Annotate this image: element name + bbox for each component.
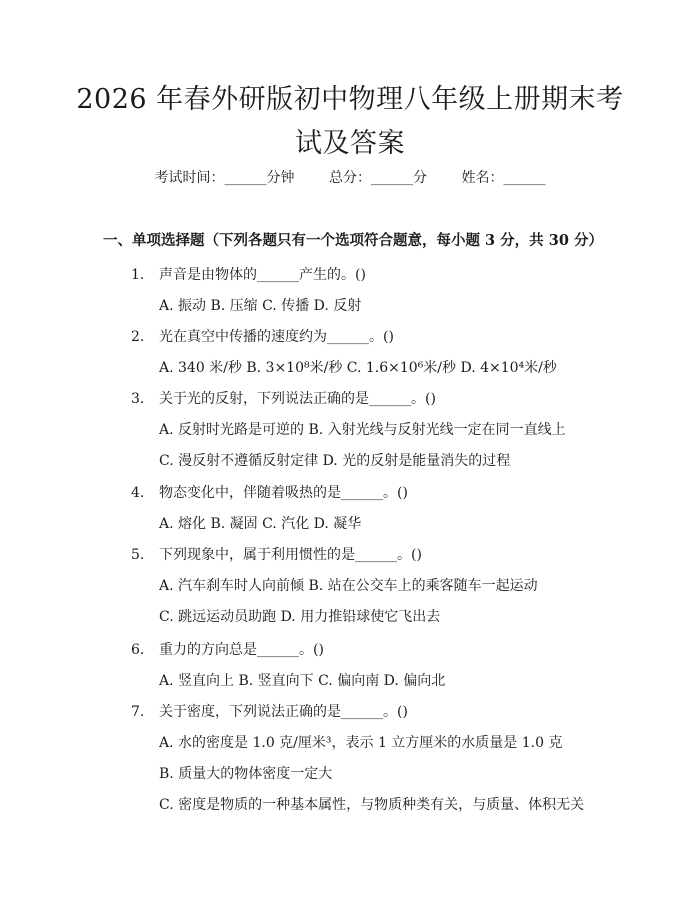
- exam-time-field: 考试时间：______分钟: [154, 170, 295, 186]
- question-number: 1.: [131, 267, 145, 283]
- question-text: 物态变化中，伴随着吸热的是______。(): [159, 485, 408, 501]
- question-text: 重力的方向总是______。(): [159, 642, 324, 658]
- question-number: 7.: [131, 704, 145, 720]
- name-field: 姓名：______: [461, 170, 546, 186]
- question: [131, 483, 408, 503]
- question-options: A. 反射时光路是可逆的 B. 入射光线与反射光线一定在同一直线上: [159, 422, 566, 438]
- question-options: A. 水的密度是 1.0 克/厘米³，表示 1 立方厘米的水质量是 1.0 克: [159, 735, 563, 751]
- question-number: 3.: [131, 391, 145, 407]
- question: [131, 327, 394, 347]
- question-options: A. 熔化 B. 凝固 C. 汽化 D. 凝华: [159, 516, 362, 532]
- question-options: C. 跳远运动员助跑 D. 用力推铅球使它飞出去: [159, 609, 441, 625]
- question-options: C. 密度是物质的一种基本属性，与物质种类有关，与质量、体积无关: [159, 797, 585, 813]
- question-options: A. 汽车刹车时人向前倾 B. 站在公交车上的乘客随车一起运动: [159, 578, 538, 594]
- question: [131, 702, 408, 722]
- question: [131, 389, 436, 409]
- question-text: 关于光的反射，下列说法正确的是______。(): [159, 391, 436, 407]
- question-text: 声音是由物体的______产生的。(): [159, 267, 366, 283]
- question-number: 4.: [131, 485, 145, 501]
- question-options: C. 漫反射不遵循反射定律 D. 光的反射是能量消失的过程: [159, 453, 511, 469]
- question: [131, 265, 366, 285]
- total-score-field: 总分：______分: [329, 170, 427, 186]
- question-number: 6.: [131, 642, 145, 658]
- exam-info: [0, 168, 700, 188]
- question: [131, 640, 324, 660]
- question-text: 关于密度，下列说法正确的是______。(): [159, 704, 408, 720]
- exam-title: [60, 78, 640, 166]
- exam-title-line-2: 试及答案: [295, 128, 405, 159]
- question-options: B. 质量大的物体密度一定大: [159, 766, 333, 782]
- question-text: 下列现象中，属于利用惯性的是______。(): [159, 547, 422, 563]
- question-options: A. 振动 B. 压缩 C. 传播 D. 反射: [159, 298, 362, 314]
- question-text: 光在真空中传播的速度约为______。(): [159, 329, 394, 345]
- question: [131, 545, 422, 565]
- question-options: A. 340 米/秒 B. 3×10⁸米/秒 C. 1.6×10⁶米/秒 D. 4×10⁴米/秒: [159, 360, 557, 376]
- question-number: 2.: [131, 329, 145, 345]
- question-options: A. 竖直向上 B. 竖直向下 C. 偏向南 D. 偏向北: [159, 673, 446, 689]
- section-heading: 一、单项选择题（下列各题只有一个选项符合题意，每小题 3 分，共 30 分）: [103, 232, 603, 249]
- exam-title-line-1: 2026 年春外研版初中物理八年级上册期末考: [76, 84, 624, 115]
- question-number: 5.: [131, 547, 145, 563]
